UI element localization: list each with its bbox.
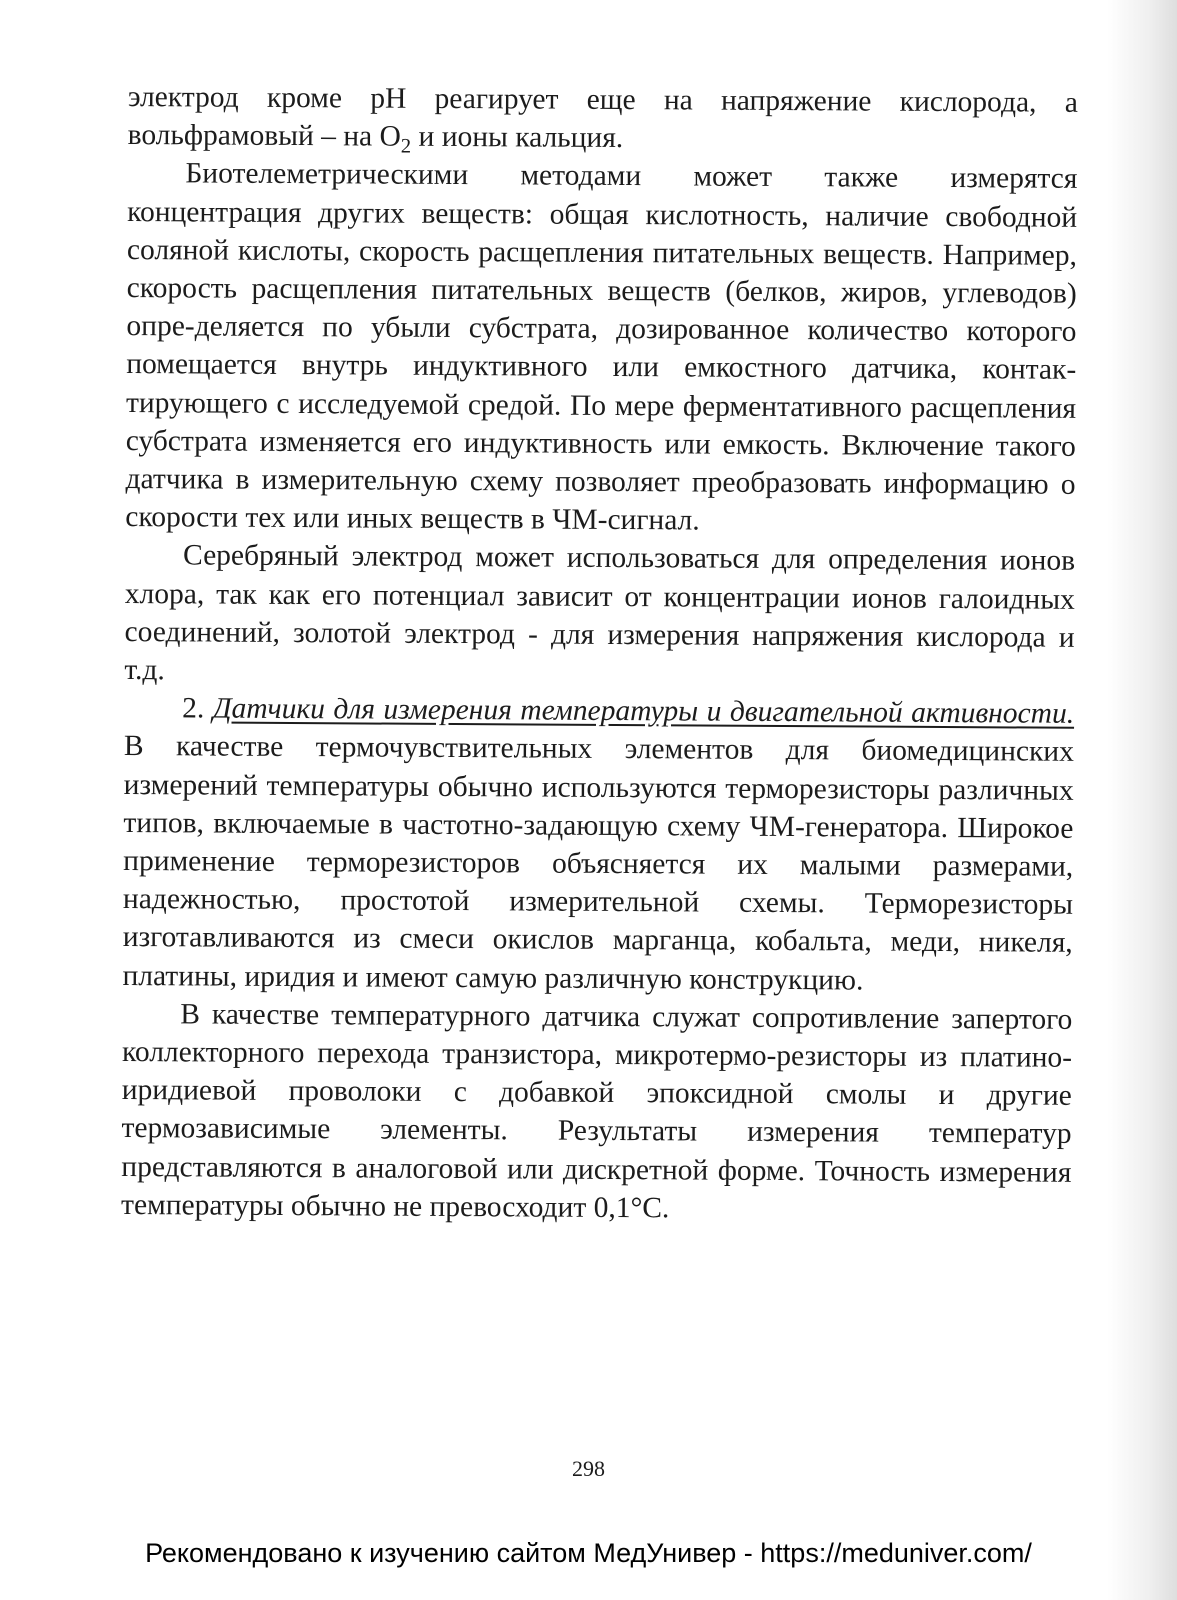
- footer-recommendation: Рекомендовано к изучению сайтом МедУнивер - https://meduniver.com/: [145, 1538, 1032, 1568]
- paragraph-5: В качестве температурного датчика служат сопротивление запертого коллекторного перехода транзистора, микротермо-резисторы из платино-иридиевой проволоки с добавкой эпоксидной смолы и другие термозависимые элементы. Результаты измерения температур представляются в аналоговой или дискретной форме. Точность измерения температуры обычно не превосходит 0,1°C.: [121, 998, 1073, 1225]
- paragraph-1: [128, 78, 1078, 160]
- paragraph-3: Серебряный электрод может использоваться для определения ионов хлора, так как его потенциал зависит от концентрации ионов галоидных соединений, золотой электрод - для измерения напряжения кислорода и т.д.: [124, 539, 1076, 687]
- paragraph-1-text: электрод кроме pH реагирует еще на напряжение кислорода, а вольфрамовый – на O: [127, 80, 1078, 153]
- oxygen-subscript: 2: [400, 135, 412, 158]
- section-heading: Датчики для измерения температуры и двигательной активности.: [212, 692, 1075, 731]
- paragraph-4-text: В качестве термочувствительных элементов для биомедицинских измерений температуры обычно используются терморезисторы различных типов, включаемые в частотно-задающую схему ЧМ-генератора. Широкое применение терморезисторов объясняется их малыми размерами, надежностью, простотой измерительной схемы. Терморезисторы изготавливаются из смеси окислов марганца, кобальта, меди, никеля, платины, иридия и имеют самую различную конструкцию.: [122, 730, 1074, 997]
- page-text-block: [119, 78, 1078, 1584]
- paragraph-1-text-end: и ионы кальция.: [411, 120, 624, 155]
- scan-edge-shadow: [1107, 0, 1177, 1600]
- page-number: 298: [572, 1456, 605, 1481]
- section-number: 2.: [182, 692, 213, 725]
- paragraph-2: Биотелеметрическими методами может также измерятся концентрация других веществ: общая кислотность, наличие свободной соляной кислоты, скорость расщепления питательных веществ. Например, скорость расщепления питательных веществ (белков, жиров, углеводов) опре-деляется по убыли субстрата, дозированное количество которого помещается внутрь индуктивного или емкостного датчика, контактирующего с исследуемой средой. По мере ферментативного расщепления субстрата изменяется его индуктивность или емкость. Включение такого датчика в измерительную схему позволяет преобразовать информацию о скорости тех или иных веществ в ЧМ-сигнал.: [125, 157, 1078, 537]
- paragraph-4: [122, 689, 1074, 1000]
